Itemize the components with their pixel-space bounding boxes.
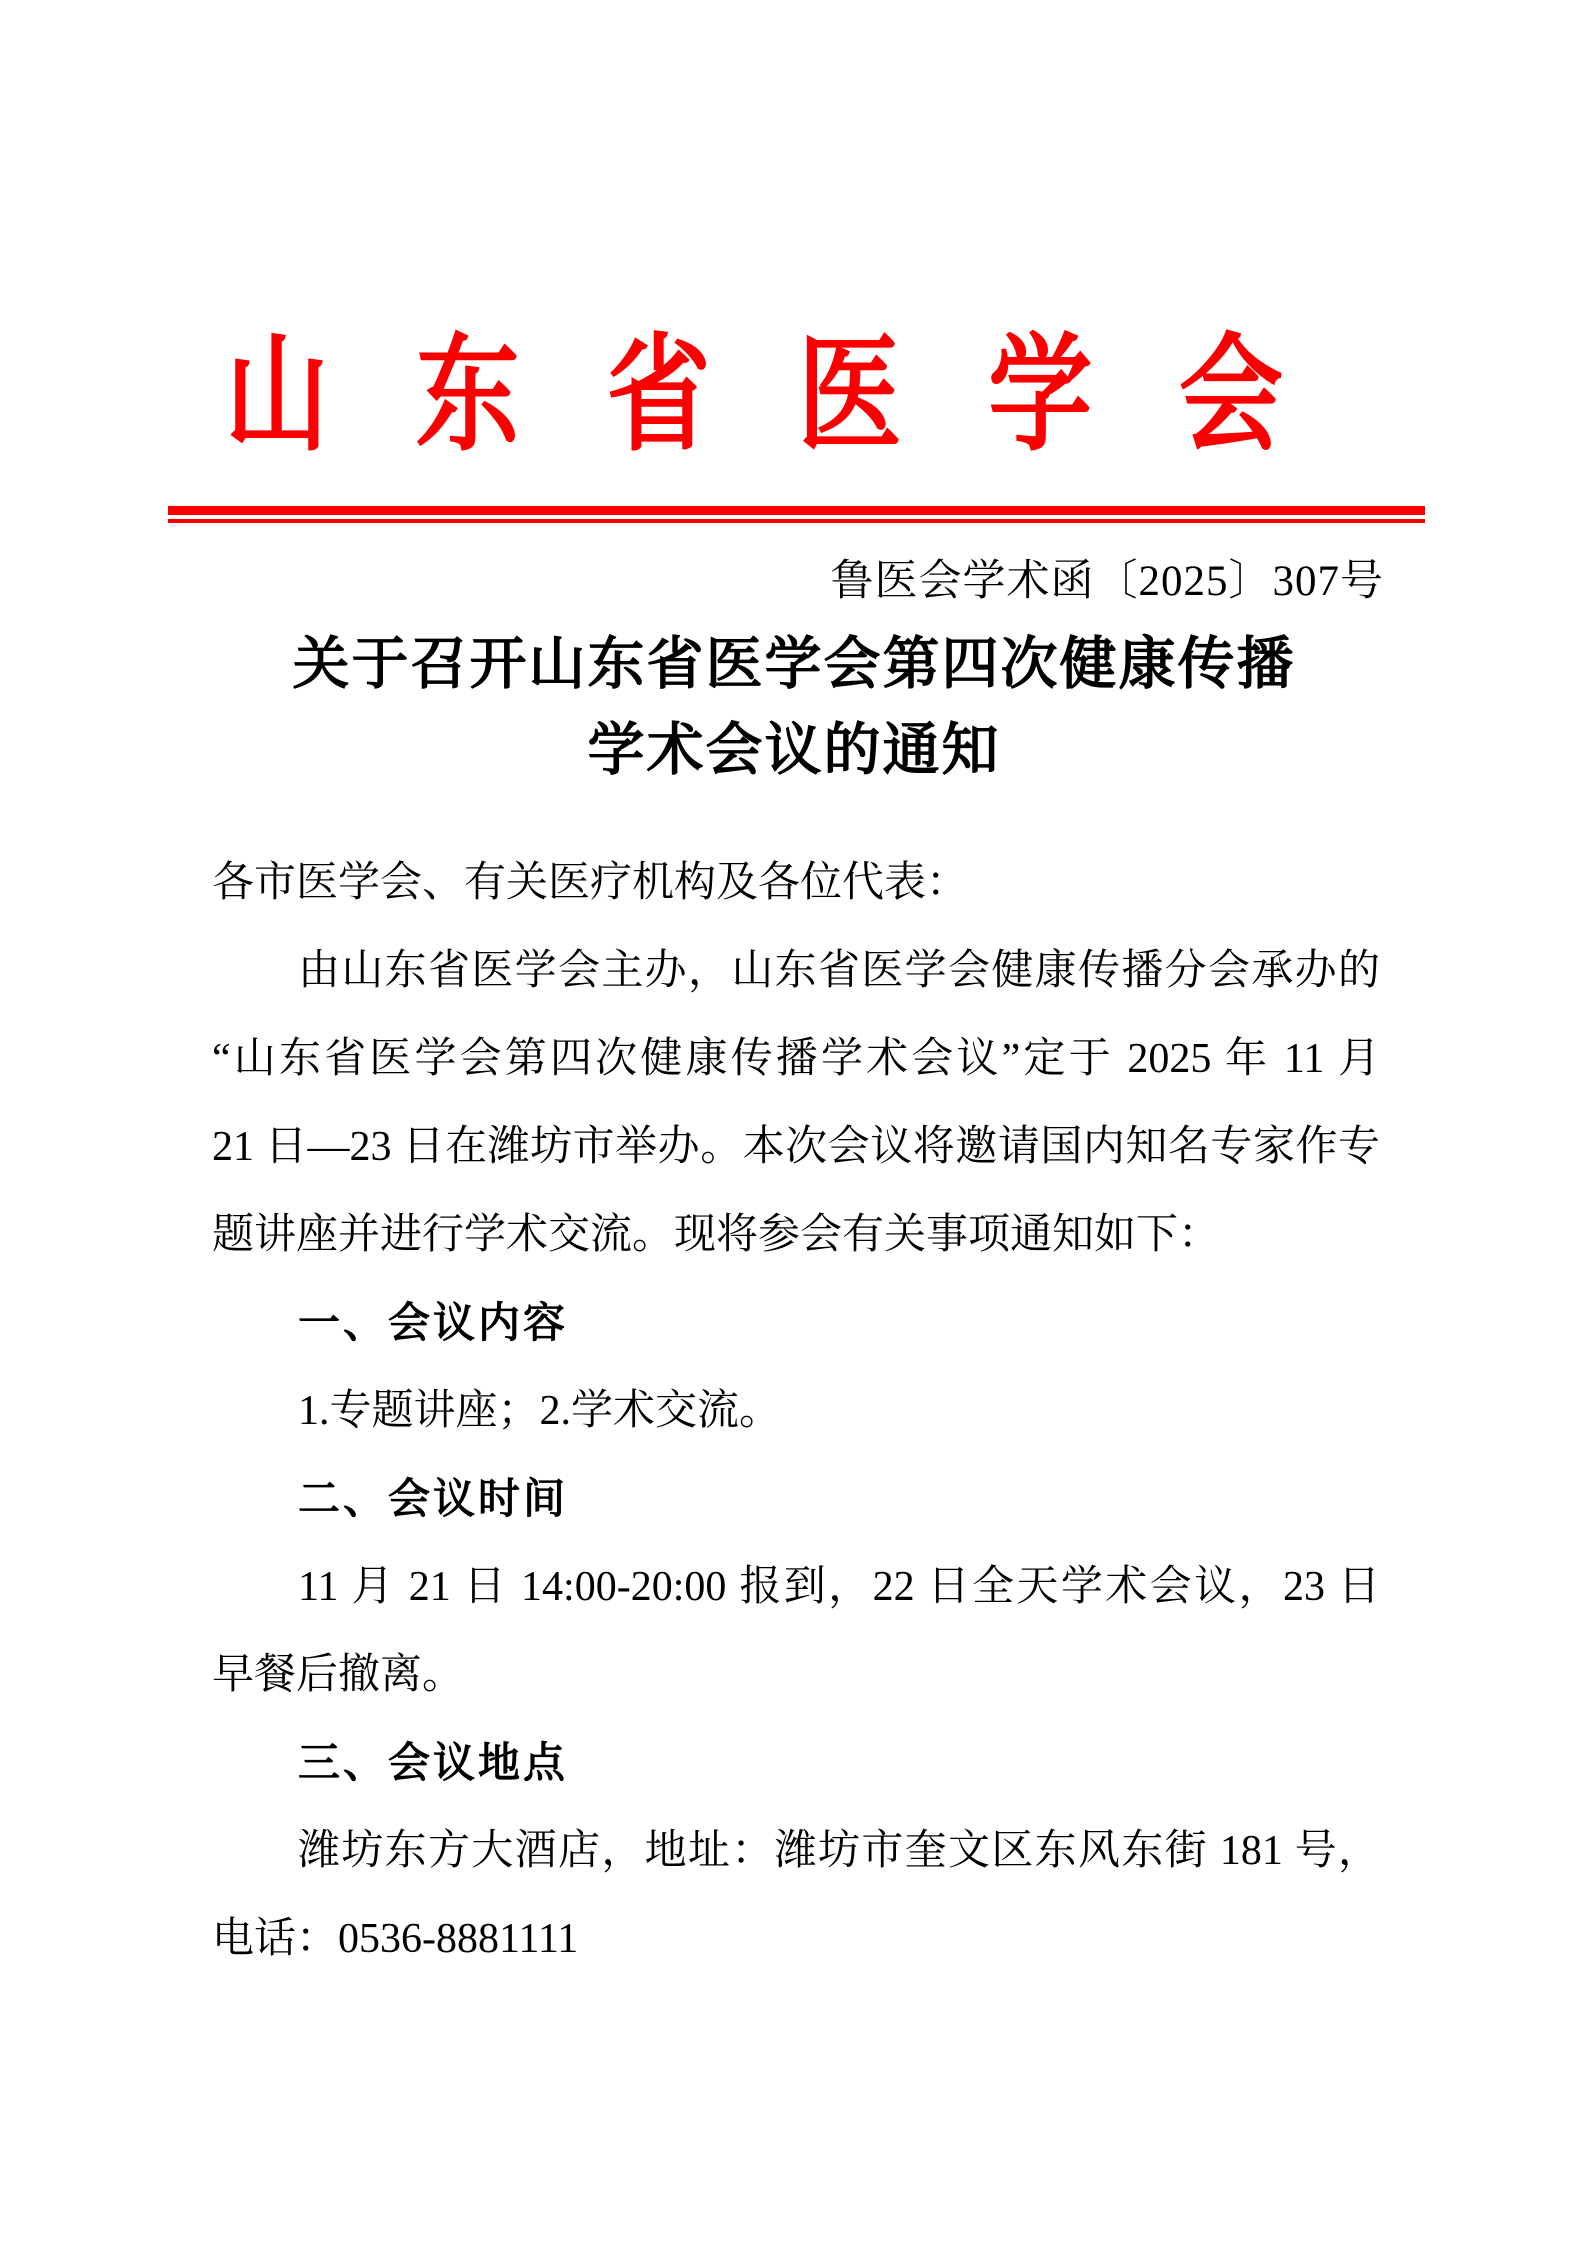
section-heading: 三、会议地点 [298, 1739, 569, 1786]
body-line: 各市医学会、有关医疗机构及各位代表： [212, 860, 969, 906]
doc-title [0, 622, 1588, 794]
org-name-char: 东 [415, 326, 520, 467]
body-line: 11 月 21 日 14:00-20:00 报到，22 日全天学术会议，23 日 [298, 1564, 1380, 1610]
header-rule-thick [168, 506, 1425, 515]
body-line: 电话：0536-8881111 [212, 1916, 579, 1962]
body-line: 1.专题讲座；2.学术交流。 [298, 1388, 782, 1434]
body-line: 由山东省医学会主办，山东省医学会健康传播分会承办的 [298, 948, 1380, 994]
org-name-char: 省 [606, 326, 711, 467]
section-heading: 一、会议内容 [298, 1299, 569, 1346]
org-name-char: 会 [1178, 326, 1283, 467]
body-line: “山东省医学会第四次健康传播学术会议”定于 2025 年 11 月 [212, 1036, 1380, 1082]
body-line: 早餐后撤离。 [212, 1652, 465, 1698]
doc-reference-number: 鲁医会学术函〔2025〕307号 [830, 558, 1384, 605]
doc-title-line-2: 学术会议的通知 [587, 719, 1001, 782]
body-line: 21 日—23 日在潍坊市举办。本次会议将邀请国内知名专家作专 [212, 1124, 1380, 1170]
body-line: 潍坊东方大酒店，地址：潍坊市奎文区东风东街 181 号， [298, 1828, 1380, 1874]
section-heading: 二、会议时间 [298, 1475, 569, 1522]
header-rule-thin [168, 519, 1425, 523]
org-name-char: 医 [797, 326, 902, 467]
body [212, 839, 1380, 1983]
org-name-char: 学 [988, 326, 1093, 467]
body-line: 题讲座并进行学术交流。现将参会有关事项通知如下： [212, 1212, 1221, 1258]
doc-title-line-1: 关于召开山东省医学会第四次健康传播 [292, 633, 1296, 696]
org-name-char: 山 [225, 326, 330, 467]
org-name-header [225, 326, 1283, 467]
